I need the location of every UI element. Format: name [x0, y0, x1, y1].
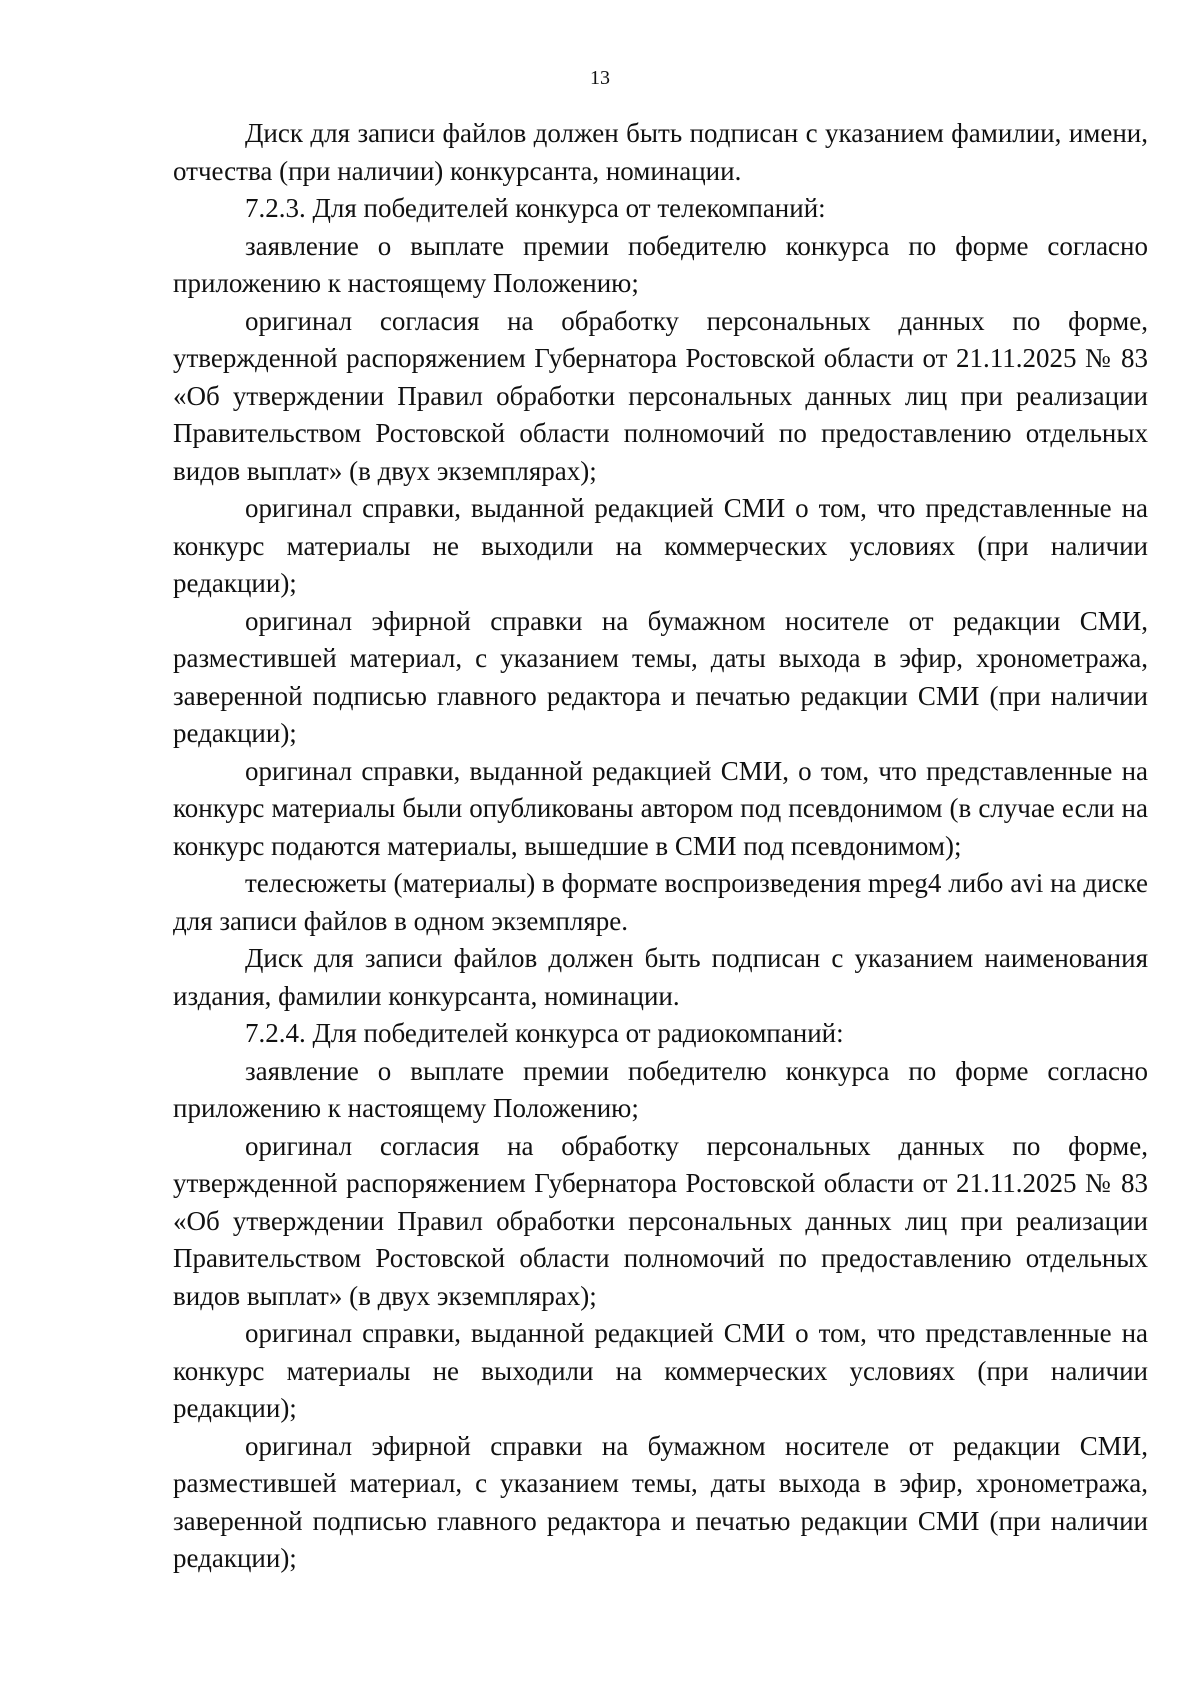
- paragraph-disk-label-publication: Диск для записи файлов должен быть подписан с указанием наименования издания, фамилии конкурсанта, номинации.: [173, 943, 1148, 1011]
- section-heading-7-2-3: 7.2.3. Для победителей конкурса от телекомпаний:: [245, 193, 826, 223]
- section-heading-7-2-4: 7.2.4. Для победителей конкурса от радиокомпаний:: [245, 1018, 844, 1048]
- paragraph-broadcast-certificate: оригинал эфирной справки на бумажном носителе от редакции СМИ, разместившей материал, с указанием темы, даты выхода в эфир, хронометража, заверенной подписью главного редактора и печатью редакции СМИ (при наличии редакции);: [173, 605, 1148, 748]
- paragraph-commercial-terms-certificate-radio: оригинал справки, выданной редакцией СМИ о том, что представленные на конкурс материалы не выходили на коммерческих условиях (при наличии редакции);: [173, 1318, 1148, 1423]
- paragraph-premium-application-radio: заявление о выплате премии победителю конкурса по форме согласно приложению к настоящему Положению;: [173, 1055, 1148, 1123]
- paragraph-tv-stories-disk: телесюжеты (материалы) в формате воспроизведения mpeg4 либо avi на диске для записи файлов в одном экземпляре.: [173, 868, 1148, 936]
- paragraph-personal-data-consent-radio: оригинал согласия на обработку персональных данных по форме, утвержденной распоряжением Губернатора Ростовской области от 21.11.2025 № 83 «Об утверждении Правил обработки персональных данных лиц при реализации Правительством Ростовской области полномочий по предоставлению отдельных видов выплат» (в двух экземплярах);: [173, 1130, 1148, 1311]
- paragraph-premium-application: заявление о выплате премии победителю конкурса по форме согласно приложению к настоящему Положению;: [173, 230, 1148, 298]
- paragraph-broadcast-certificate-radio: оригинал эфирной справки на бумажном носителе от редакции СМИ, разместившей материал, с указанием темы, даты выхода в эфир, хронометража, заверенной подписью главного редактора и печатью редакции СМИ (при наличии редакции);: [173, 1430, 1148, 1573]
- page-number: 13: [590, 67, 610, 89]
- paragraph-commercial-terms-certificate: оригинал справки, выданной редакцией СМИ о том, что представленные на конкурс материалы не выходили на коммерческих условиях (при наличии редакции);: [173, 493, 1148, 598]
- document-body: [173, 115, 1148, 1578]
- paragraph-personal-data-consent: оригинал согласия на обработку персональных данных по форме, утвержденной распоряжением Губернатора Ростовской области от 21.11.2025 № 83 «Об утверждении Правил обработки персональных данных лиц при реализации Правительством Ростовской области полномочий по предоставлению отдельных видов выплат» (в двух экземплярах);: [173, 305, 1148, 486]
- paragraph-pseudonym-certificate: оригинал справки, выданной редакцией СМИ, о том, что представленные на конкурс материалы были опубликованы автором под псевдонимом (в случае если на конкурс подаются материалы, вышедшие в СМИ под псевдонимом);: [173, 755, 1148, 861]
- paragraph-disk-label-note: Диск для записи файлов должен быть подписан с указанием фамилии, имени, отчества (при наличии) конкурсанта, номинации.: [173, 118, 1148, 186]
